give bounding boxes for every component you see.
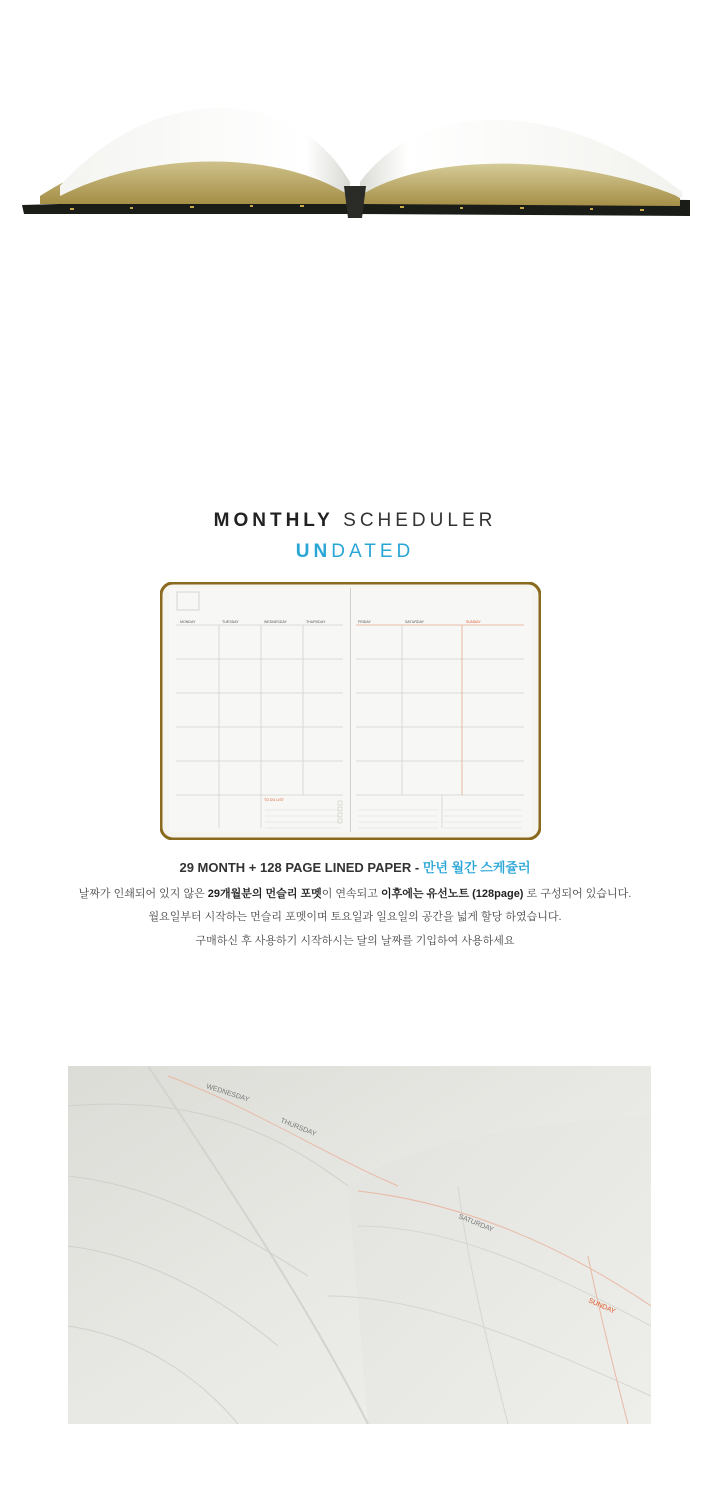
day-label-sunday: SUNDAY xyxy=(466,620,481,624)
desc1-part-b: 29개월분의 먼슬리 포멧 xyxy=(207,888,322,900)
description-line-2: 월요일부터 시작하는 먼슬리 포멧이며 토요일과 일요일의 공간을 넓게 할당 하였습니다. xyxy=(148,911,562,923)
product-summary xyxy=(0,857,710,876)
page-subtitle xyxy=(0,541,710,563)
day-label-saturday: SATURDAY xyxy=(405,620,425,624)
day-label-tuesday: TUESDAY xyxy=(222,620,239,624)
title-bold: MONTHLY xyxy=(213,510,334,531)
description-line-1 xyxy=(0,885,710,901)
subtitle-light: DATED xyxy=(331,541,415,562)
desc1-part-c: 이 연속되고 xyxy=(321,888,381,900)
subtitle-bold: UN xyxy=(295,541,332,562)
open-notebook-photo xyxy=(0,0,710,260)
day-label-monday: MONDAY xyxy=(180,620,196,624)
day-label-thursday: THURSDAY xyxy=(306,620,326,624)
desc1-part-a: 날짜가 인쇄되어 있지 않은 xyxy=(78,888,208,900)
closeup-label-thursday: THURSDAY xyxy=(279,1117,318,1139)
summary-text: 29 MONTH + 128 PAGE LINED PAPER - xyxy=(179,860,420,875)
planner-closeup-photo xyxy=(68,1066,651,1424)
closeup-label-sunday: SUNDAY xyxy=(587,1297,617,1316)
summary-accent: 만년 월간 스케쥴러 xyxy=(422,860,531,875)
monthly-planner-spread xyxy=(160,582,541,840)
description-line-3: 구매하신 후 사용하기 시작하시는 달의 날짜를 기입하여 사용하세요 xyxy=(195,935,515,947)
day-label-wednesday: WEDNESDAY xyxy=(264,620,287,624)
day-label-friday: FRIDAY xyxy=(358,620,371,624)
title-light: SCHEDULER xyxy=(343,510,497,531)
closeup-label-wednesday: WEDNESDAY xyxy=(205,1083,250,1104)
closeup-label-saturday: SATURDAY xyxy=(457,1213,495,1234)
page-title xyxy=(0,510,710,532)
desc1-part-e: 로 구성되어 있습니다. xyxy=(523,888,632,900)
desc1-part-d: 이후에는 유선노트 (128page) xyxy=(381,888,524,900)
todo-list-label: TO DO LIST xyxy=(264,798,284,802)
